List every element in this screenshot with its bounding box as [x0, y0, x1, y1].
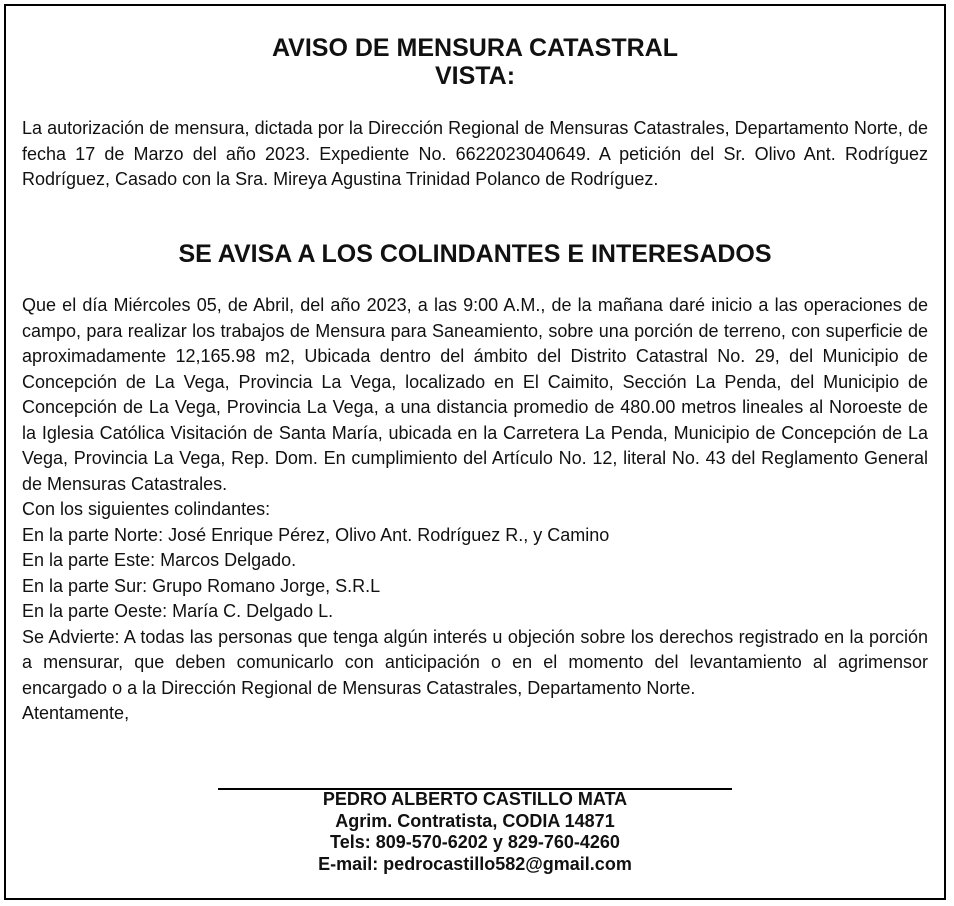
body-section	[22, 293, 928, 727]
title-line-2: VISTA:	[434, 62, 516, 90]
colindante-oeste: En la parte Oeste: María C. Delgado L.	[22, 601, 334, 621]
colindantes-intro: Con los siguientes colindantes:	[22, 499, 271, 519]
signer-name: PEDRO ALBERTO CASTILLO MATA	[322, 789, 628, 809]
intro-paragraph	[22, 116, 928, 193]
title-line-1: AVISO DE MENSURA CATASTRAL	[271, 34, 679, 62]
signer-title: Agrim. Contratista, CODIA 14871	[335, 810, 615, 831]
notice-title	[6, 34, 944, 90]
signature-block	[6, 789, 944, 875]
notice-frame	[4, 4, 946, 900]
intro-text: La autorización de mensura, dictada por la Dirección Regional de Mensuras Catastrales, Departamento Norte, de fecha 17 de Marzo del año 2023. Expediente No. 6622023040649. A petición del Sr. Olivo Ant. Rodríguez Rodríguez, Casado con la Sra. Mireya Agustina Trinidad Polanco de Rodríguez.	[22, 118, 928, 189]
colindante-este: En la parte Este: Marcos Delgado.	[22, 550, 297, 570]
colindante-sur: En la parte Sur: Grupo Romano Jorge, S.R.L	[22, 575, 381, 596]
section-heading: SE AVISA A LOS COLINDANTES E INTERESADOS	[178, 240, 772, 268]
signer-email: E-mail: pedrocastillo582@gmail.com	[318, 853, 632, 874]
colindante-norte: En la parte Norte: José Enrique Pérez, Olivo Ant. Rodríguez R., y Camino	[22, 524, 610, 545]
closing-text: Atentamente,	[22, 703, 130, 723]
signer-phones: Tels: 809-570-6202 y 829-760-4260	[330, 832, 620, 852]
advertencia-text: Se Advierte: A todas las personas que tenga algún interés u objeción sobre los derechos registrado en la porción a mensurar, que deben comunicarlo con anticipación o en el momento del levantamiento al agrimensor encargado o a la Dirección Regional de Mensuras Catastrales, Departamento Norte.	[22, 626, 928, 698]
body-text: Que el día Miércoles 05, de Abril, del año 2023, a las 9:00 A.M., de la mañana daré inicio a las operaciones de campo, para realizar los trabajos de Mensura para Saneamiento, sobre una porción de terreno, con superficie de aproximadamente 12,165.98 m2, Ubicada dentro del ámbito del Distrito Catastral No. 29, del Municipio de Concepción de La Vega, Provincia La Vega, localizado en El Caimito, Sección La Penda, del Municipio de Concepción de La Vega, Provincia La Vega, a una distancia promedio de 480.00 metros lineales al Noroeste de la Iglesia Católica Visitación de Santa María, ubicada en la Carretera La Penda, Municipio de Concepción de La Vega, Provincia La Vega, Rep. Dom. En cumplimiento del Artículo No. 12, literal No. 43 del Reglamento General de Mensuras Catastrales.	[22, 295, 928, 494]
